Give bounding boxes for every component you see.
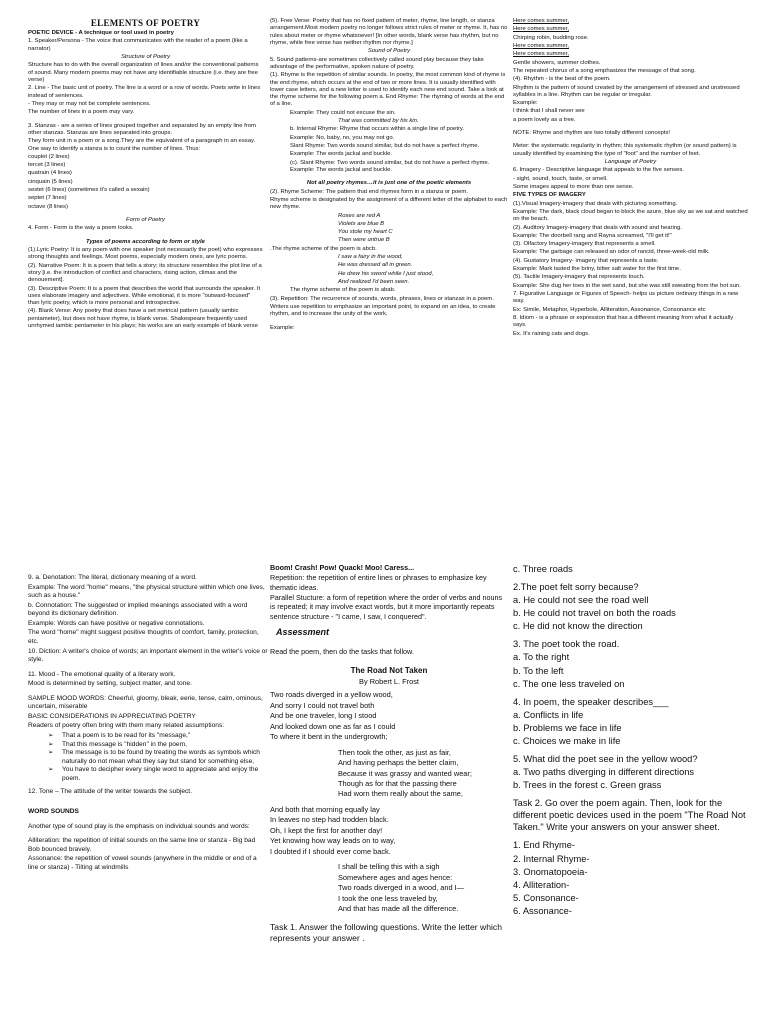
poem-line: Because it was grassy and wanted wear;: [338, 768, 472, 778]
bot1-line: 11. Mood - The emotional quality of a literary work.: [28, 670, 176, 678]
col1-line: ELEMENTS OF POETRY: [90, 18, 201, 28]
col2-line: 5. Sound patterns-are sometimes collectively called sound play because they take advantage of the performative, spoken nature of poetry.: [270, 56, 484, 70]
bot3-line: a. To the right: [513, 652, 570, 663]
col2-line: The rhyme scheme of the poem is abab.: [290, 287, 396, 294]
bot1b-line: Alliteration: the repetition of initial sounds on the same line or stanza - Big bad Bob bounced bravely.: [28, 837, 256, 853]
col3-line: Here comes summer,: [513, 42, 569, 49]
col3-line: Rhythm is the pattern of sound created by the arrangement of stressed and unstressed syllables in a line. Rhythm can be regular or irregular.: [513, 84, 740, 98]
col3-line: (3). Olfactory Imagery-imagery that represents a smell.: [513, 241, 656, 248]
col3-line: Example: The garbage can released an odor of rancid, three-week-old milk.: [513, 249, 710, 256]
col1-line: Form of Poetry: [126, 217, 165, 224]
col3-line: Here comes summer,: [513, 51, 569, 58]
assumption-item: ➢ The message is to be found by treating the words as symbols which naturally do not mean what they say but stand for something else,: [48, 749, 268, 766]
col3-line: Example: The dark, black cloud began to block the azure, blue sky as we sat and watched on the beach.: [513, 208, 748, 223]
bot3-line: a. He could not see the road well: [513, 595, 649, 606]
col3-line: - sight, sound, touch, taste, or smell.: [513, 175, 608, 182]
col3-line: Ex. It's raining cats and dogs.: [513, 330, 590, 337]
col1-line: cinquain (5 lines): [28, 178, 73, 185]
poem-line: Oh, I kept the first for another day!: [270, 825, 383, 835]
bot3-line: c. The one less traveled on: [513, 678, 625, 689]
poem-line: And having perhaps the better claim,: [338, 758, 459, 768]
col2-line: And realized I'd been seen.: [338, 279, 410, 285]
col2-line: Slant Rhyme: Two words sound similar, but do not have a perfect rhyme.: [290, 143, 480, 149]
col3-line: Example: The doorbell rang and Rayna screamed, "I'll get it!": [513, 232, 672, 239]
poem-title: The Road Not Taken: [350, 666, 428, 676]
column-1: [28, 18, 263, 573]
col1-line: POETIC DEVICE - A technique or tool used in poetry: [28, 30, 174, 37]
col3-line: (2). Auditory Imagery-imagery that deals with sound and hearing.: [513, 224, 682, 231]
task-1: Task 1. Answer the following questions. Write the letter which represents your answer .: [270, 921, 502, 943]
poem-line: I doubted if I should ever come back.: [270, 846, 391, 856]
poem-line: Two roads diverged in a wood, and I—: [338, 883, 465, 893]
definitions-list: [28, 574, 268, 731]
col1-line: octave (8 lines): [28, 203, 68, 210]
col2-line: Roses are red A: [338, 212, 381, 219]
bot1-line: Readers of poetry often bring with them many related assumptions:: [28, 722, 225, 730]
col3-line: NOTE: Rhyme and rhythm are two totally different concepts!: [513, 130, 671, 137]
col3-line: (1).Visual Imagery-imagery that deals with picturing something.: [513, 200, 678, 207]
col1-line: septet (7 lines): [28, 195, 67, 202]
col3-line: Gentle showers, summer clothes.: [513, 59, 601, 66]
poem-line: Somewhere ages and ages hence:: [338, 872, 453, 882]
assumption-item: ➢ That a poem is to be read for its "message,": [48, 732, 268, 741]
assessment-heading: Assessment: [276, 627, 330, 638]
bot1-line: b. Connotation: The suggested or implied meanings associated with a word beyond its dictionary definition.: [28, 601, 248, 618]
col2-line: Example:: [270, 324, 295, 331]
col3-line: Here comes summer,: [513, 26, 569, 33]
bot3-line: b. He could not travel on both the roads: [513, 608, 676, 619]
col2-line: Example: The words jackal and buckle.: [290, 151, 393, 158]
bot1b-line: Another type of sound play is the emphasis on individual sounds and words:: [28, 822, 250, 830]
col3-line: Example: Mark tasted the briny, bitter salt water for the first time.: [513, 266, 681, 273]
assumptions-list: [28, 732, 268, 783]
bot3-line: c. Choices we make in life: [513, 735, 621, 746]
col2-line: He drew his sword while I just stood,: [338, 270, 434, 277]
bot3-line: 2.The poet felt sorry because?: [513, 582, 639, 593]
poem-line: Yet knowing how way leads on to way,: [270, 836, 396, 846]
poem-line: I took the one less traveled by,: [338, 893, 438, 903]
poem-line: Though as for that the passing there: [338, 778, 457, 788]
col2-line: Example: No, baby, no, you may not go.: [290, 134, 395, 141]
col1-line: Structure of Poetry: [120, 54, 171, 61]
poem-line: To where it bent in the undergrowth;: [270, 732, 388, 742]
bot1b-line: 12. Tone – The attitude of the writer towards the subject.: [28, 788, 192, 796]
bot3-line: b. Trees in the forest c. Green grass: [513, 780, 662, 791]
bottom-column-3: [513, 563, 748, 1024]
col1-line: quatrain (4 lines): [28, 170, 72, 177]
poem-line: Two roads diverged in a yellow wood,: [270, 690, 393, 700]
col3-line: Ex: Simile, Metaphor, Hyperbole, Alliteration, Assonance, Consonance etc: [513, 306, 706, 313]
col2-line: Writers use repetition to emphasize an important point, to expand on an idea, to create rhythm, and to increase the unity of the work.: [270, 303, 496, 318]
poem-line: I shall be telling this with a sigh: [338, 862, 440, 872]
bot3-line: 2. Internal Rhyme-: [513, 853, 590, 864]
bot3-line: 5. What did the poet see in the yellow wood?: [513, 754, 698, 765]
col3-line: (4). Gustatory Imagery- imagery that represents a taste.: [513, 257, 659, 264]
instructions: Read the poem, then do the tasks that follow.: [270, 646, 414, 656]
bot2a-line: Parallel Stucture: a form of repetition where the order of verbs and nouns is repeated; it may involve exact words, but it more importantly repeats sentence structure - "I came, I saw, I conquered".: [270, 593, 503, 621]
column-2: [270, 18, 508, 573]
poem-line: Then took the other, as just as fair,: [338, 747, 451, 757]
bot3-line: 3. Onomatopoeia-: [513, 866, 588, 877]
bot3-line: 1. End Rhyme-: [513, 840, 576, 851]
bot1-line: Example: The word "home" means, "the physical structure within which one lives, such as a house.": [28, 583, 265, 600]
bot1b-line: Assonance: the repetition of vowel sounds (anywhere in the middle or end of a line or stanza) - Tilting at windmills: [28, 855, 257, 871]
bot1b-line: WORD SOUNDS: [28, 807, 79, 815]
col3-line: The repeated chorus of a song emphasizes the message of that song.: [513, 67, 696, 74]
bot3-line: b. Problems we face in life: [513, 722, 622, 733]
col2-line: Then were untrue B: [338, 237, 390, 244]
bot2a-line: Repetition: the repetition of entire lines or phrases to emphasize key thematic ideas.: [270, 573, 487, 592]
col1-line: They form unit in a poem or a song.They are the equivalent of a paragraph in an essay. One way to identify a stanza is to count the number of lines. Thus:: [28, 138, 256, 152]
col3-line: 7. Figurative Language or Figures of Speech- helps us picture ordinary things in a new way.: [513, 291, 739, 305]
col3-line: Meter: the systematic regularity in rhythm; this systematic rhythm (or sound pattern) is usually identified by examining the type of "foot" and the number of feet.: [513, 143, 737, 157]
bot3-line: Task 2. Go over the poem again. Then, look for the different poetic devices used in the poem "The Road Not Taken." Write your answers on your answer sheet.: [513, 798, 746, 833]
col3-line: a poem lovely as a tree.: [513, 116, 576, 123]
col1-line: 3. Stanzas - are a series of lines grouped together and separated by an empty line from other stanzas. Stanzas are lines separated into groups.: [28, 122, 256, 136]
poem-line: And that has made all the difference.: [338, 904, 459, 914]
col2-line: Example: They could not excuse the sin.: [290, 109, 396, 116]
bot1-line: SAMPLE MOOD WORDS: Cheerful, gloomy, bleak, eerie, tense, calm, ominous, uncertain, miserable: [28, 694, 263, 711]
col3-line: 6. Imagery - Descriptive language that appeals to the five senses.: [513, 167, 684, 174]
col3-line: Example: She dug her toes in the wet sand, but she was still sweating from the hot sun.: [513, 282, 741, 289]
bot3-line: c. He did not know the direction: [513, 621, 643, 632]
col2-line: That was committed by his kin.: [338, 118, 419, 125]
sound-devices: [270, 563, 508, 621]
word-sounds-section: [28, 783, 268, 872]
poem-line: And sorry I could not travel both: [270, 700, 375, 710]
col1-line: (1).Lyric Poetry: It is any poem with one speaker (not necessarily the poet) who expresses strong thoughts and feelings. Most poems, especially modern ones, are lyric poems.: [28, 246, 263, 261]
col3-line: Some images appeal to more than one sense.: [513, 183, 634, 190]
col3-line: Language of Poetry: [604, 159, 657, 165]
col2-line: (5). Free Verse: Poetry that has no fixed pattern of meter, rhyme, line length, or stanza arrangement.Most modern poetry no longer follows strict rules of meter or rhyme. It, has no rules about meter or rhyme whatsoever! [In other words, blank verse has rhythm, but no rhyme, while free verse has neither rhythm nor rhyme.]: [270, 18, 508, 46]
col1-line: - They may or may not be complete sentences.: [28, 100, 151, 107]
col2-line: I saw a fairy in the wood,: [338, 254, 403, 261]
assumption-item: ➢ You have to decipher every single word to appreciate and enjoy the poem.: [48, 766, 268, 783]
col3-line: Chirping robin, budding rose.: [513, 34, 589, 41]
col1-line: (3). Descriptive Poem: It is a poem that describes the world that surrounds the speaker. It uses elaborate imagery and adjectives. While emotional, it is more "outward-focused" than lyric poetry, which is more personal and introspective.: [28, 285, 261, 307]
col2-line: b. Internal Rhyme: Rhyme that occurs within a single line of poetry.: [290, 126, 465, 133]
col2-line: You stole my heart C: [338, 229, 393, 236]
poem-author: By Robert L. Frost: [359, 676, 419, 686]
bot1-line: 9. a. Denotation: The literal, dictionary meaning of a word.: [28, 574, 197, 581]
col3-line: (5). Tactile Imagery-imagery that represents touch.: [513, 274, 645, 281]
col3-line: Here comes summer,: [513, 18, 569, 24]
col1-line: 4. Form - Form is the way a poem looks.: [28, 225, 134, 232]
col2-line: He was dressed all in green.: [338, 262, 413, 269]
col2-line: (3). Repetition: The recurrence of sounds, words, phrases, lines or stanzas in a poem.: [270, 295, 494, 302]
col2-line: Violets are blue B: [338, 220, 385, 227]
col1-line: tercet (3 lines): [28, 162, 66, 169]
bot1-line: BASIC CONSIDERATIONS IN APPRECIATING POETRY: [28, 712, 196, 720]
bot3-line: 4. Alliteration-: [513, 879, 570, 890]
col2-line: (c). Slant Rhyme: Two words sound similar, but do not have a perfect rhyme. Example: The words jackal and buckle.: [290, 159, 490, 173]
col2-line: Rhyme scheme is designated by the assignment of a different letter of the alphabet to each new rhyme.: [270, 196, 508, 211]
col2-line: Not all poetry rhymes…it is just one of the poetic elements: [306, 180, 472, 187]
poem-body: [270, 690, 508, 913]
poem-line: And be one traveler, long I stood: [270, 711, 377, 721]
bot3-line: b. To the left: [513, 665, 564, 676]
bottom-column-2: [270, 563, 508, 1024]
assumption-item: ➢ That this message is "hidden" in the poem,: [48, 741, 268, 750]
col1-line: Structure has to do with the overall organization of lines and/or the conventional patterns of sound. Many modern poems may not have any identifiable structure (i.e. they are free verse): [28, 62, 259, 84]
col3-line: (4). Rhythm - is the beat of the poem.: [513, 76, 611, 83]
col1-line: (4). Blank Verse: Any poetry that does have a set metrical pattern (usually iambic pentameter), but does not have rhyme, is blank verse. Shakespeare frequently used unrhymed iambic pentameter in his plays; his works are an early example of blank verse: [28, 308, 258, 330]
col1-line: 1. Speaker/Persona - The voice that communicates with the reader of a poem (like a narrator): [28, 38, 248, 52]
bot1-line: The word "home" might suggest positive thoughts of comfort, family, protection, etc.: [28, 629, 259, 645]
bot1-line: Mood is determined by setting, subject matter, and tone.: [28, 680, 192, 688]
bot3-line: 6. Assonance-: [513, 905, 572, 916]
poem-line: And looked down one as far as I could: [270, 721, 396, 731]
col1-line: couplet (2 lines): [28, 153, 70, 160]
bot1-line: Example: Words can have positive or negative connotations.: [28, 619, 205, 627]
col3-line: Example:: [513, 100, 538, 107]
col3-line: I think that I shall never see: [513, 108, 585, 115]
col2-line: (2). Rhyme Scheme: The pattern that end rhymes form in a stanza or poem.: [270, 188, 468, 195]
col1-line: 2. Line - The basic unit of poetry. The line is a word or a row of words. Poets write in lines instead of sentences.: [28, 85, 261, 99]
poem-line: And both that morning equally lay: [270, 804, 380, 814]
bot3-line: a. Two paths diverging in different directions: [513, 767, 695, 778]
bot3-line: a. Conflicts in life: [513, 709, 584, 720]
bot1-line: 10. Diction: A writer's choice of words; an important element in the writer's voice or style.: [28, 647, 268, 664]
col2-line: (1). Rhyme is the repetition of similar sounds. In poetry, the most common kind of rhyme is the end rhyme, which occurs at the end of two or more lines. It is usually identified with lower case letters, and a new letter is used to identify each new end sound. Take a look at the rhyme scheme for the following poem a. End Rhyme: The rhyming of words at the end of a line.: [270, 72, 506, 108]
col2-line: Sound of Poetry: [367, 48, 411, 55]
col1-line: The number of lines in a poem may vary.: [28, 109, 135, 116]
column-3: [513, 18, 748, 573]
bot3-line: 4. In poem, the speaker describes___: [513, 696, 669, 707]
col3-line: 8. Idiom - is a phrase or expression that has a different meaning from what it actually says.: [513, 314, 734, 329]
col1-line: Types of poems according to form or style: [86, 238, 205, 245]
bottom-column-1: [28, 574, 268, 1024]
poem-line: In leaves no step had trodden black.: [270, 815, 389, 825]
poem-line: Had worn them really about the same,: [338, 789, 463, 799]
bot3-line: c. Three roads: [513, 564, 573, 574]
col2-line: .The rhyme scheme of the poem is abcb.: [270, 245, 377, 252]
bot3-line: 5. Consonance-: [513, 892, 579, 903]
bot2a-line: Boom! Crash! Pow! Quack! Moo! Caress...: [270, 563, 415, 572]
col3-line: FIVE TYPES OF IMAGERY: [513, 192, 586, 199]
col1-line: (2). Narrative Poem: It is a poem that tells a story; its structure resembles the plot line of a story [i.e. the introduction of conflict and characters, rising action, climax and the denouement].: [28, 262, 262, 284]
col1-line: sestet (6 lines) (sometimes it's called a sexain): [28, 187, 150, 194]
bot3-line: 3. The poet took the road.: [513, 639, 620, 650]
